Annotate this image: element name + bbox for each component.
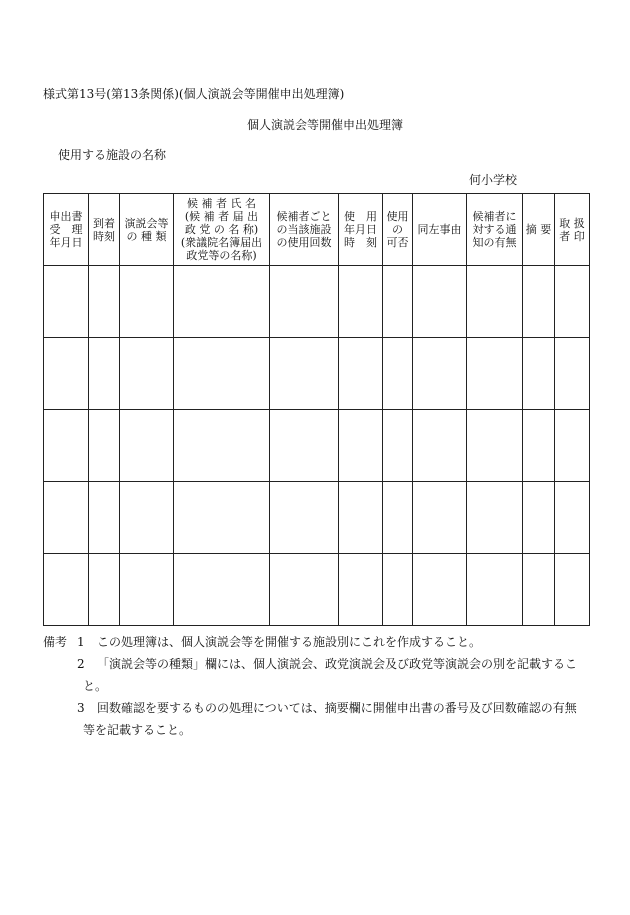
- table-cell: [120, 410, 174, 482]
- header-cell-usage-count: 候補者ごと の当該施設 の使用回数: [270, 194, 339, 266]
- table-cell: [555, 482, 590, 554]
- table-cell: [467, 266, 523, 338]
- table-row: [44, 338, 590, 410]
- table-cell: [174, 338, 270, 410]
- note-text: 「演説会等の種類」欄には、個人演説会、政党演説会及び政党等演説会の別を記載するこ: [97, 657, 578, 671]
- table-cell: [339, 554, 383, 626]
- note-continuation: 等を記載すること。: [83, 723, 192, 737]
- table-cell: [89, 482, 120, 554]
- header-cell-application-date: 申出書 受 理 年月日: [44, 194, 89, 266]
- table-cell: [120, 266, 174, 338]
- ledger-table: [43, 193, 590, 626]
- table-cell: [523, 482, 555, 554]
- table-cell: [270, 554, 339, 626]
- table-cell: [89, 338, 120, 410]
- table-cell: [467, 482, 523, 554]
- table-cell: [270, 482, 339, 554]
- table-cell: [383, 554, 413, 626]
- table-cell: [339, 338, 383, 410]
- header-cell-candidate-name: 候 補 者 氏 名 (候 補 者 届 出 政 党 の 名 称) (衆議院名簿届出 政党等の名称): [174, 194, 270, 266]
- table-cell: [44, 266, 89, 338]
- table-cell: [174, 266, 270, 338]
- note-text: この処理簿は、個人演説会等を開催する施設別にこれを作成すること。: [97, 635, 482, 649]
- table-cell: [44, 410, 89, 482]
- ledger-body: [44, 266, 590, 626]
- note-continuation: と。: [83, 679, 108, 693]
- table-cell: [555, 338, 590, 410]
- note-number: 3: [77, 701, 85, 715]
- form-number-label: 様式第13号(第13条関係)(個人演説会等開催申出処理簿): [43, 87, 345, 101]
- table-cell: [174, 410, 270, 482]
- table-cell: [413, 410, 467, 482]
- table-row: [44, 266, 590, 338]
- note-item: [43, 697, 591, 719]
- table-cell: [120, 482, 174, 554]
- document-title: 個人演説会等開催申出処理簿: [246, 118, 403, 132]
- table-cell: [89, 266, 120, 338]
- table-cell: [523, 410, 555, 482]
- header-cell-reason: 同左事由: [413, 194, 467, 266]
- table-cell: [523, 554, 555, 626]
- table-cell: [44, 482, 89, 554]
- table-cell: [339, 410, 383, 482]
- header-cell-arrival-time: 到着 時刻: [89, 194, 120, 266]
- table-cell: [383, 482, 413, 554]
- table-cell: [44, 338, 89, 410]
- table-cell: [523, 338, 555, 410]
- table-cell: [383, 266, 413, 338]
- table-cell: [413, 266, 467, 338]
- facility-name-value: 何小学校: [469, 173, 518, 187]
- table-cell: [383, 410, 413, 482]
- table-cell: [174, 482, 270, 554]
- table-cell: [44, 554, 89, 626]
- note-number: 2: [77, 657, 85, 671]
- table-row: [44, 554, 590, 626]
- header-row: [44, 194, 590, 266]
- table-row: [44, 410, 590, 482]
- table-cell: [270, 338, 339, 410]
- table-cell: [467, 554, 523, 626]
- table-cell: [89, 554, 120, 626]
- table-cell: [339, 266, 383, 338]
- table-cell: [555, 266, 590, 338]
- note-item: [43, 653, 591, 675]
- table-cell: [467, 338, 523, 410]
- table-cell: [339, 482, 383, 554]
- table-cell: [120, 554, 174, 626]
- table-cell: [413, 554, 467, 626]
- note-item: [43, 631, 591, 653]
- header-cell-usage-datetime: 使 用 年月日 時 刻: [339, 194, 383, 266]
- header-cell-handler-seal: 取 扱 者 印: [555, 194, 590, 266]
- notes-section: [43, 631, 591, 741]
- facility-name-label: 使用する施設の名称: [58, 148, 167, 162]
- table-cell: [270, 266, 339, 338]
- table-cell: [120, 338, 174, 410]
- header-cell-usage-approval: 使用 の 可否: [383, 194, 413, 266]
- header-cell-notification: 候補者に 対する通 知の有無: [467, 194, 523, 266]
- table-cell: [89, 410, 120, 482]
- table-cell: [413, 482, 467, 554]
- header-cell-meeting-type: 演説会等 の 種 類: [120, 194, 174, 266]
- table-cell: [270, 410, 339, 482]
- note-number: 1: [77, 635, 85, 649]
- table-cell: [467, 410, 523, 482]
- table-cell: [555, 554, 590, 626]
- table-cell: [383, 338, 413, 410]
- header-cell-remarks: 摘 要: [523, 194, 555, 266]
- table-cell: [523, 266, 555, 338]
- table-cell: [555, 410, 590, 482]
- note-text: 回数確認を要するものの処理については、摘要欄に開催申出書の番号及び回数確認の有無: [97, 701, 577, 715]
- table-row: [44, 482, 590, 554]
- table-cell: [413, 338, 467, 410]
- table-cell: [174, 554, 270, 626]
- notes-heading: 備考: [43, 635, 68, 649]
